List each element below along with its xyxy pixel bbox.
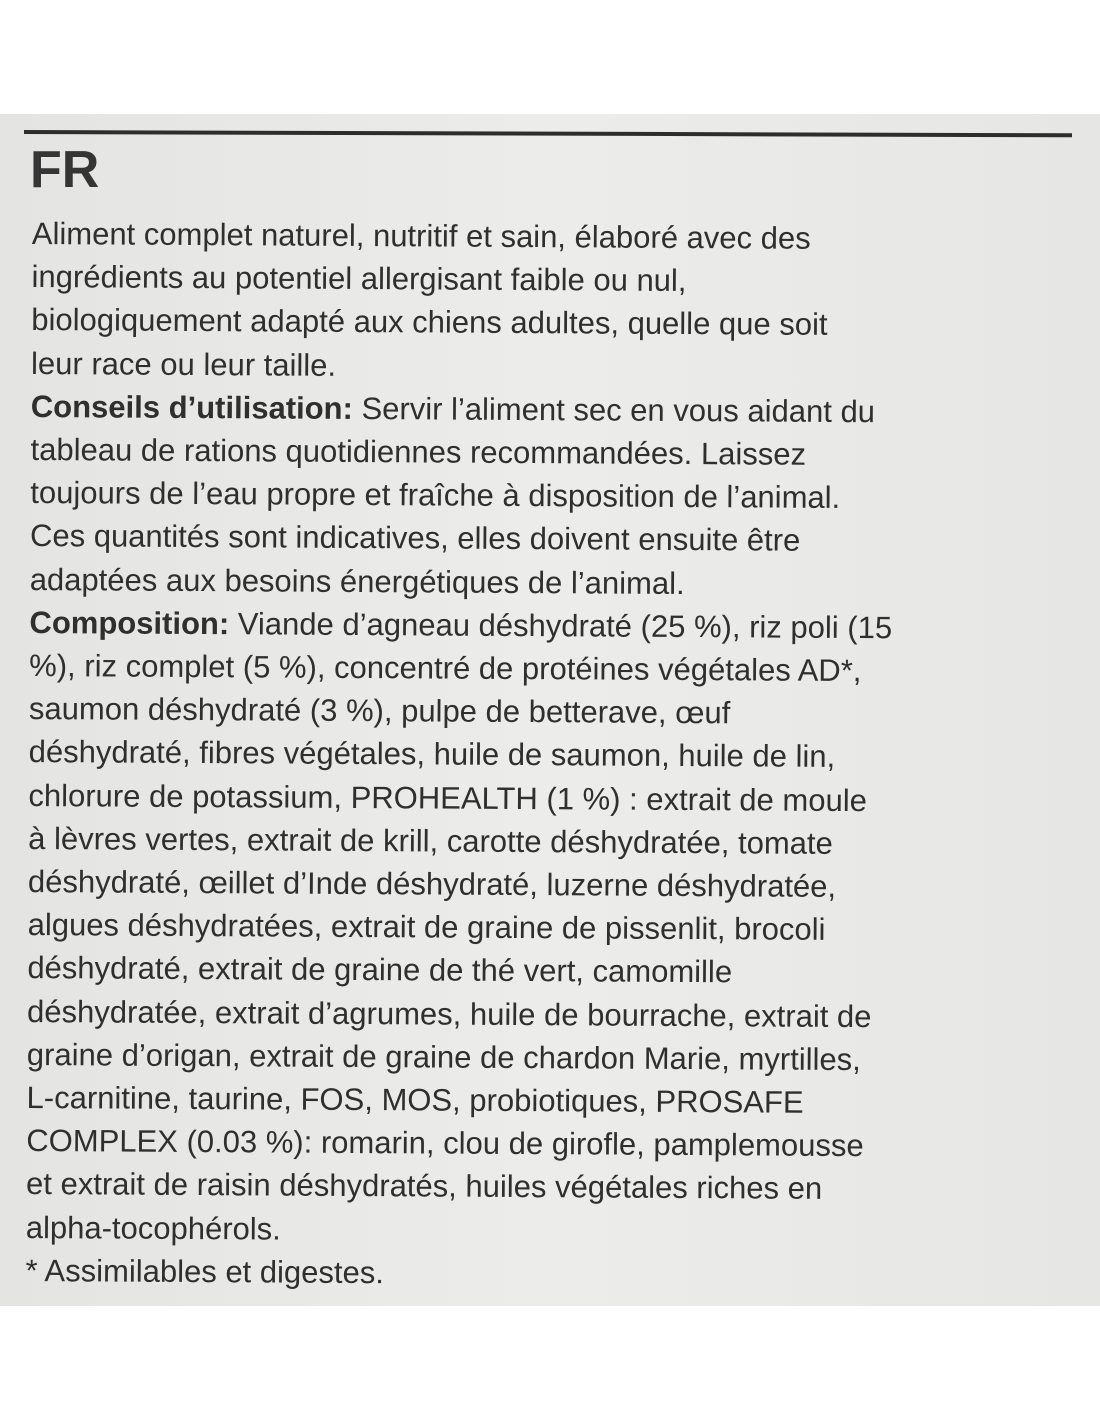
line-text: Servir l’aliment sec en vous aidant du [352, 390, 876, 429]
line-text: déshydratée, extrait d’agrumes, huile de bourrache, extrait de [27, 993, 872, 1034]
text-line [27, 1033, 1067, 1083]
line-text: chlorure de potassium, PROHEALTH (1 %) : extrait de moule [28, 777, 867, 818]
section-label: Conseils d’utilisation: [30, 388, 354, 426]
text-line [31, 255, 1071, 305]
section-label: Composition: [29, 604, 230, 642]
text-line [30, 428, 1070, 478]
text-line [26, 1206, 1066, 1256]
text-line [31, 298, 1071, 348]
line-text: graine d’origan, extrait de graine de chardon Marie, myrtilles, [26, 1036, 861, 1077]
text-line [32, 212, 1072, 262]
line-text: déshydraté, extrait de graine de thé vert, camomille [27, 950, 733, 990]
line-text: leur race ou leur taille. [30, 345, 337, 383]
line-text: tableau de rations quotidiennes recommandées. Laissez [30, 432, 807, 472]
text-line [29, 601, 1069, 651]
line-text: à lèvres vertes, extrait de krill, carotte déshydratée, tomate [28, 820, 833, 861]
line-text: saumon déshydraté (3 %), pulpe de betterave, œuf [28, 691, 731, 731]
text-line [25, 1249, 1065, 1299]
line-text: adaptées aux besoins énergétiques de l’animal. [29, 561, 685, 601]
line-text: Ces quantités sont indicatives, elles doivent ensuite être [29, 518, 801, 559]
line-text: déshydraté, fibres végétales, huile de saumon, huile de lin, [28, 734, 836, 775]
line-text: ingrédients au potentiel allergisant faible ou nul, [31, 259, 687, 299]
line-text: L-carnitine, taurine, FOS, MOS, probiotiques, PROSAFE [26, 1080, 804, 1120]
text-line [30, 514, 1070, 564]
text-line [28, 860, 1068, 910]
line-text: COMPLEX (0.03 %): romarin, clou de girofle, pamplemousse [26, 1123, 864, 1164]
text-line [26, 1162, 1066, 1212]
text-line [28, 903, 1068, 953]
text-line [28, 817, 1068, 867]
text-line [27, 990, 1067, 1040]
text-line [29, 730, 1069, 780]
text-line [26, 1119, 1066, 1169]
line-text: Viande d’agneau déshydraté (25 %), riz poli (15 [229, 606, 893, 646]
line-text: algues déshydratées, extrait de graine de pissenlit, brocoli [27, 907, 826, 948]
line-text: Aliment complet naturel, nutritif et sain, élaboré avec des [31, 215, 811, 256]
text-line [26, 1076, 1066, 1126]
text-line [29, 644, 1069, 694]
top-divider-rule [24, 130, 1072, 137]
text-line [30, 471, 1070, 521]
text-line [28, 774, 1068, 824]
line-text: toujours de l’eau propre et fraîche à disposition de l’animal. [30, 475, 841, 516]
line-text: * Assimilables et digestes. [25, 1252, 385, 1291]
language-heading: FR [30, 141, 100, 199]
label-photo [0, 114, 1100, 1306]
text-line [27, 946, 1067, 996]
text-line [30, 558, 1070, 608]
line-text: déshydraté, œillet d’Inde déshydraté, luzerne déshydratée, [27, 864, 837, 904]
text-line [29, 687, 1069, 737]
label-body-text [25, 212, 1072, 1298]
line-text: %), riz complet (5 %), concentré de protéines végétales AD*, [29, 648, 862, 689]
line-text: et extrait de raisin déshydratés, huiles végétales riches en [25, 1166, 823, 1207]
text-line [31, 385, 1071, 435]
text-line [31, 342, 1071, 392]
line-text: biologiquement adapté aux chiens adultes, quelle que soit [31, 302, 828, 343]
line-text: alpha-tocophérols. [25, 1209, 281, 1247]
